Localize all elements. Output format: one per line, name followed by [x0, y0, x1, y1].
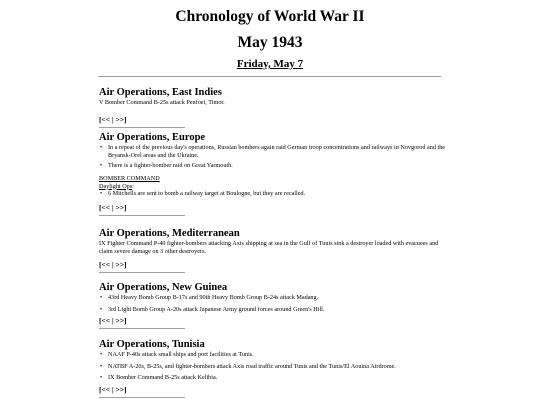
section-divider: [99, 272, 185, 273]
list-item: • NAAF P-40s attack small ships and port facilities at Tunis.: [99, 351, 449, 359]
section-new-guinea: [99, 282, 449, 329]
double-chevron-left-icon: <<: [101, 384, 111, 394]
double-chevron-right-icon: >>: [115, 384, 125, 394]
section-europe: [99, 132, 449, 216]
section-divider: [99, 397, 185, 398]
nav-separator: |: [111, 384, 114, 394]
double-chevron-right-icon: >>: [115, 114, 125, 124]
nav-separator: |: [111, 114, 114, 124]
section-divider: [99, 328, 185, 329]
nav-bracket-close: ]: [124, 202, 127, 212]
section-nav: [99, 316, 449, 325]
sub-label-suffix: :: [132, 182, 134, 190]
nav-bracket-open: [: [99, 384, 102, 394]
list-item: • NATBF A-20s, B-25s, and fighter-bombers attack Axis road traffic around Tunis and the Tunis/El Aouina Airdrome.: [99, 363, 449, 371]
nav-bracket-close: ]: [124, 260, 127, 270]
bullet-list: [99, 294, 449, 313]
section-divider: [99, 127, 185, 128]
header-divider: [98, 76, 441, 77]
month-title: May 1943: [237, 34, 303, 51]
section-paragraph: V Bomber Command B-25s attack Penfoei, Timor.: [99, 99, 225, 106]
section-east-indies: [99, 87, 449, 128]
next-link[interactable]: [115, 316, 124, 325]
nav-separator: |: [111, 202, 114, 212]
list-item: • 6 Mitchells are sent to bomb a railway target at Boulogne, but they are recalled.: [99, 190, 449, 198]
section-title: Air Operations, East Indies: [99, 87, 222, 98]
next-link[interactable]: [115, 385, 124, 394]
nav-bracket-close: ]: [124, 316, 127, 326]
section-title: Air Operations, New Guinea: [99, 282, 228, 293]
double-chevron-right-icon: >>: [115, 260, 125, 270]
section-nav: [99, 203, 449, 212]
double-chevron-right-icon: >>: [115, 316, 125, 326]
section-nav: [99, 115, 449, 124]
list-item: • IX Bomber Command B-25s attack Kelibia.: [99, 374, 449, 382]
list-item: • 3rd Light Bomb Group A-20s attack Japanese Army ground forces around Green's Hill.: [99, 306, 449, 314]
list-item: • 43rd Heavy Bomb Group B-17s and 90th Heavy Bomb Group B-24s attack Madang.: [99, 294, 449, 302]
section-divider: [99, 215, 185, 216]
section-title: Air Operations, Mediterranean: [99, 228, 240, 239]
prev-link[interactable]: [102, 385, 111, 394]
list-item: • In a repeat of the previous day's operations, Russian bombers again raid German troop concentrations and railways in Novgorod and the Bryansk-Orel areas and the Ukraine.: [99, 144, 449, 159]
bullet-list: [99, 351, 449, 382]
next-link[interactable]: [115, 260, 124, 269]
site-title: Chronology of World War II: [175, 8, 365, 25]
next-link[interactable]: [115, 115, 124, 124]
next-link[interactable]: [115, 203, 124, 212]
nav-bracket-open: [: [99, 114, 102, 124]
nav-bracket-open: [: [99, 260, 102, 270]
nav-separator: |: [111, 316, 114, 326]
nav-bracket-close: ]: [124, 114, 127, 124]
double-chevron-left-icon: <<: [101, 260, 111, 270]
day-title: Friday, May 7: [236, 58, 304, 70]
bomber-command-block: [99, 175, 449, 198]
prev-link[interactable]: [102, 316, 111, 325]
section-nav: [99, 260, 449, 269]
section-paragraph: IX Fighter Command P-40 fighter-bombers attacking Axis shipping at sea in the Gulf of Tunis sink a destroyer loaded with evacuees and claim severe damage on 3 other destroyers.: [99, 240, 439, 255]
prev-link[interactable]: [102, 260, 111, 269]
section-title: Air Operations, Europe: [99, 132, 206, 143]
section-mediterranean: [99, 228, 449, 273]
prev-link[interactable]: [102, 115, 111, 124]
double-chevron-right-icon: >>: [115, 202, 125, 212]
prev-link[interactable]: [102, 203, 111, 212]
nav-bracket-close: ]: [124, 384, 127, 394]
bullet-list: [99, 144, 449, 170]
double-chevron-left-icon: <<: [101, 316, 111, 326]
section-title: Air Operations, Tunisia: [99, 339, 205, 350]
section-tunisia: [99, 339, 449, 398]
bullet-list: [99, 190, 449, 198]
sub-label-row: [99, 183, 449, 191]
sub-label: Daylight Ops: [99, 182, 133, 190]
sub-heading: BOMBER COMMAND: [99, 174, 160, 182]
list-item: • There is a fighter-bomber raid on Great Yarmouth.: [99, 162, 449, 170]
nav-separator: |: [111, 260, 114, 270]
double-chevron-left-icon: <<: [101, 114, 111, 124]
double-chevron-left-icon: <<: [101, 202, 111, 212]
section-nav: [99, 385, 449, 394]
nav-bracket-open: [: [99, 316, 102, 326]
nav-bracket-open: [: [99, 202, 102, 212]
